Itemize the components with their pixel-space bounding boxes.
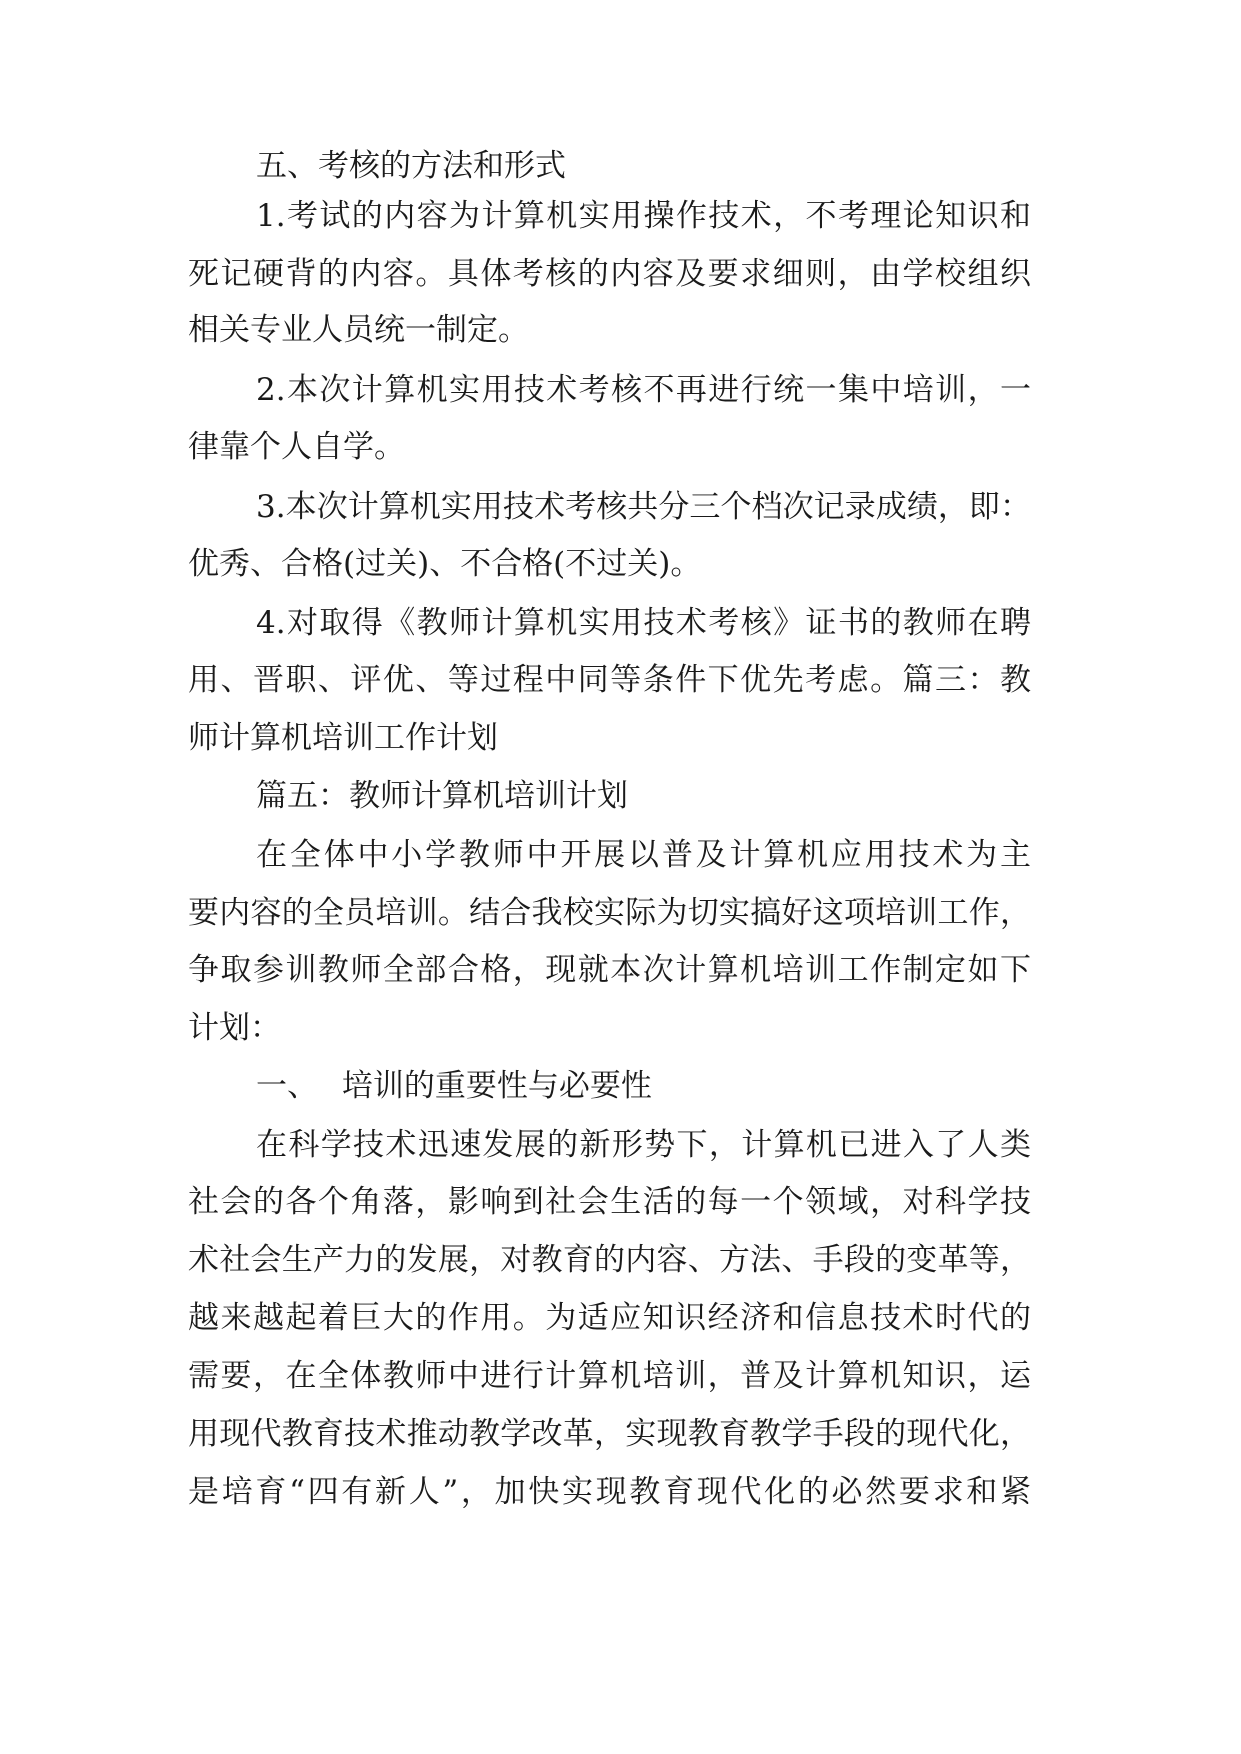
text-line: 1.考试的内容为计算机实用操作技术，不考理论知识和	[256, 198, 1031, 234]
paragraph-line	[0, 478, 1241, 536]
section-heading	[0, 1057, 1241, 1115]
text-line: 师计算机培训工作计划	[188, 720, 498, 756]
text-line: 争取参训教师全部合格，现就本次计算机培训工作制定如下	[188, 952, 1031, 988]
paragraph-line	[0, 594, 1241, 652]
paragraph-line	[0, 1231, 1241, 1289]
paragraph-line	[0, 187, 1241, 245]
text-line: 社会的各个角落，影响到社会生活的每一个领域，对科学技	[188, 1184, 1031, 1220]
paragraph-line	[0, 1463, 1241, 1521]
paragraph-line	[0, 1116, 1241, 1174]
text-line: 五、考核的方法和形式	[256, 148, 566, 184]
paragraph-line	[0, 1289, 1241, 1347]
paragraph-line	[0, 999, 1241, 1057]
text-line: 需要，在全体教师中进行计算机培训，普及计算机知识，运	[188, 1358, 1031, 1394]
paragraph-line	[0, 1405, 1241, 1463]
text-line: 在全体中小学教师中开展以普及计算机应用技术为主	[256, 837, 1031, 873]
text-line: 用现代教育技术推动教学改革，实现教育教学手段的现代化，	[188, 1416, 1031, 1452]
paragraph-line	[0, 245, 1241, 303]
paragraph-line	[0, 651, 1241, 709]
paragraph-line	[0, 301, 1241, 359]
text-line: 相关专业人员统一制定。	[188, 312, 529, 348]
paragraph-line	[0, 1173, 1241, 1231]
text-line: 术社会生产力的发展，对教育的内容、方法、手段的变革等，	[188, 1242, 1031, 1278]
text-line: 4.对取得《教师计算机实用技术考核》证书的教师在聘	[256, 605, 1031, 641]
text-line: 一、 培训的重要性与必要性	[256, 1068, 652, 1104]
text-line: 在科学技术迅速发展的新形势下，计算机已进入了人类	[256, 1127, 1031, 1163]
paragraph-line	[0, 535, 1241, 593]
text-line: 越来越起着巨大的作用。为适应知识经济和信息技术时代的	[188, 1300, 1031, 1336]
text-line: 是培育“四有新人”，加快实现教育现代化的必然要求和紧	[188, 1474, 1031, 1510]
paragraph-line	[0, 1347, 1241, 1405]
section-heading	[0, 767, 1241, 825]
paragraph-line	[0, 709, 1241, 767]
text-line: 律靠个人自学。	[188, 429, 405, 465]
paragraph-line	[0, 361, 1241, 419]
text-line: 3.本次计算机实用技术考核共分三个档次记录成绩，即：	[256, 489, 1031, 525]
text-line: 计划：	[188, 1010, 281, 1046]
text-line: 要内容的全员培训。结合我校实际为切实搞好这项培训工作，	[188, 895, 1031, 931]
text-line: 2.本次计算机实用技术考核不再进行统一集中培训，一	[256, 372, 1031, 408]
text-line: 优秀、合格(过关)、不合格(不过关)。	[188, 546, 702, 582]
paragraph-line	[0, 941, 1241, 999]
text-line: 篇五：教师计算机培训计划	[256, 778, 628, 814]
paragraph-line	[0, 418, 1241, 476]
text-line: 用、晋职、评优、等过程中同等条件下优先考虑。篇三：教	[188, 662, 1031, 698]
paragraph-line	[0, 826, 1241, 884]
paragraph-line	[0, 884, 1241, 942]
text-line: 死记硬背的内容。具体考核的内容及要求细则，由学校组织	[188, 256, 1031, 292]
